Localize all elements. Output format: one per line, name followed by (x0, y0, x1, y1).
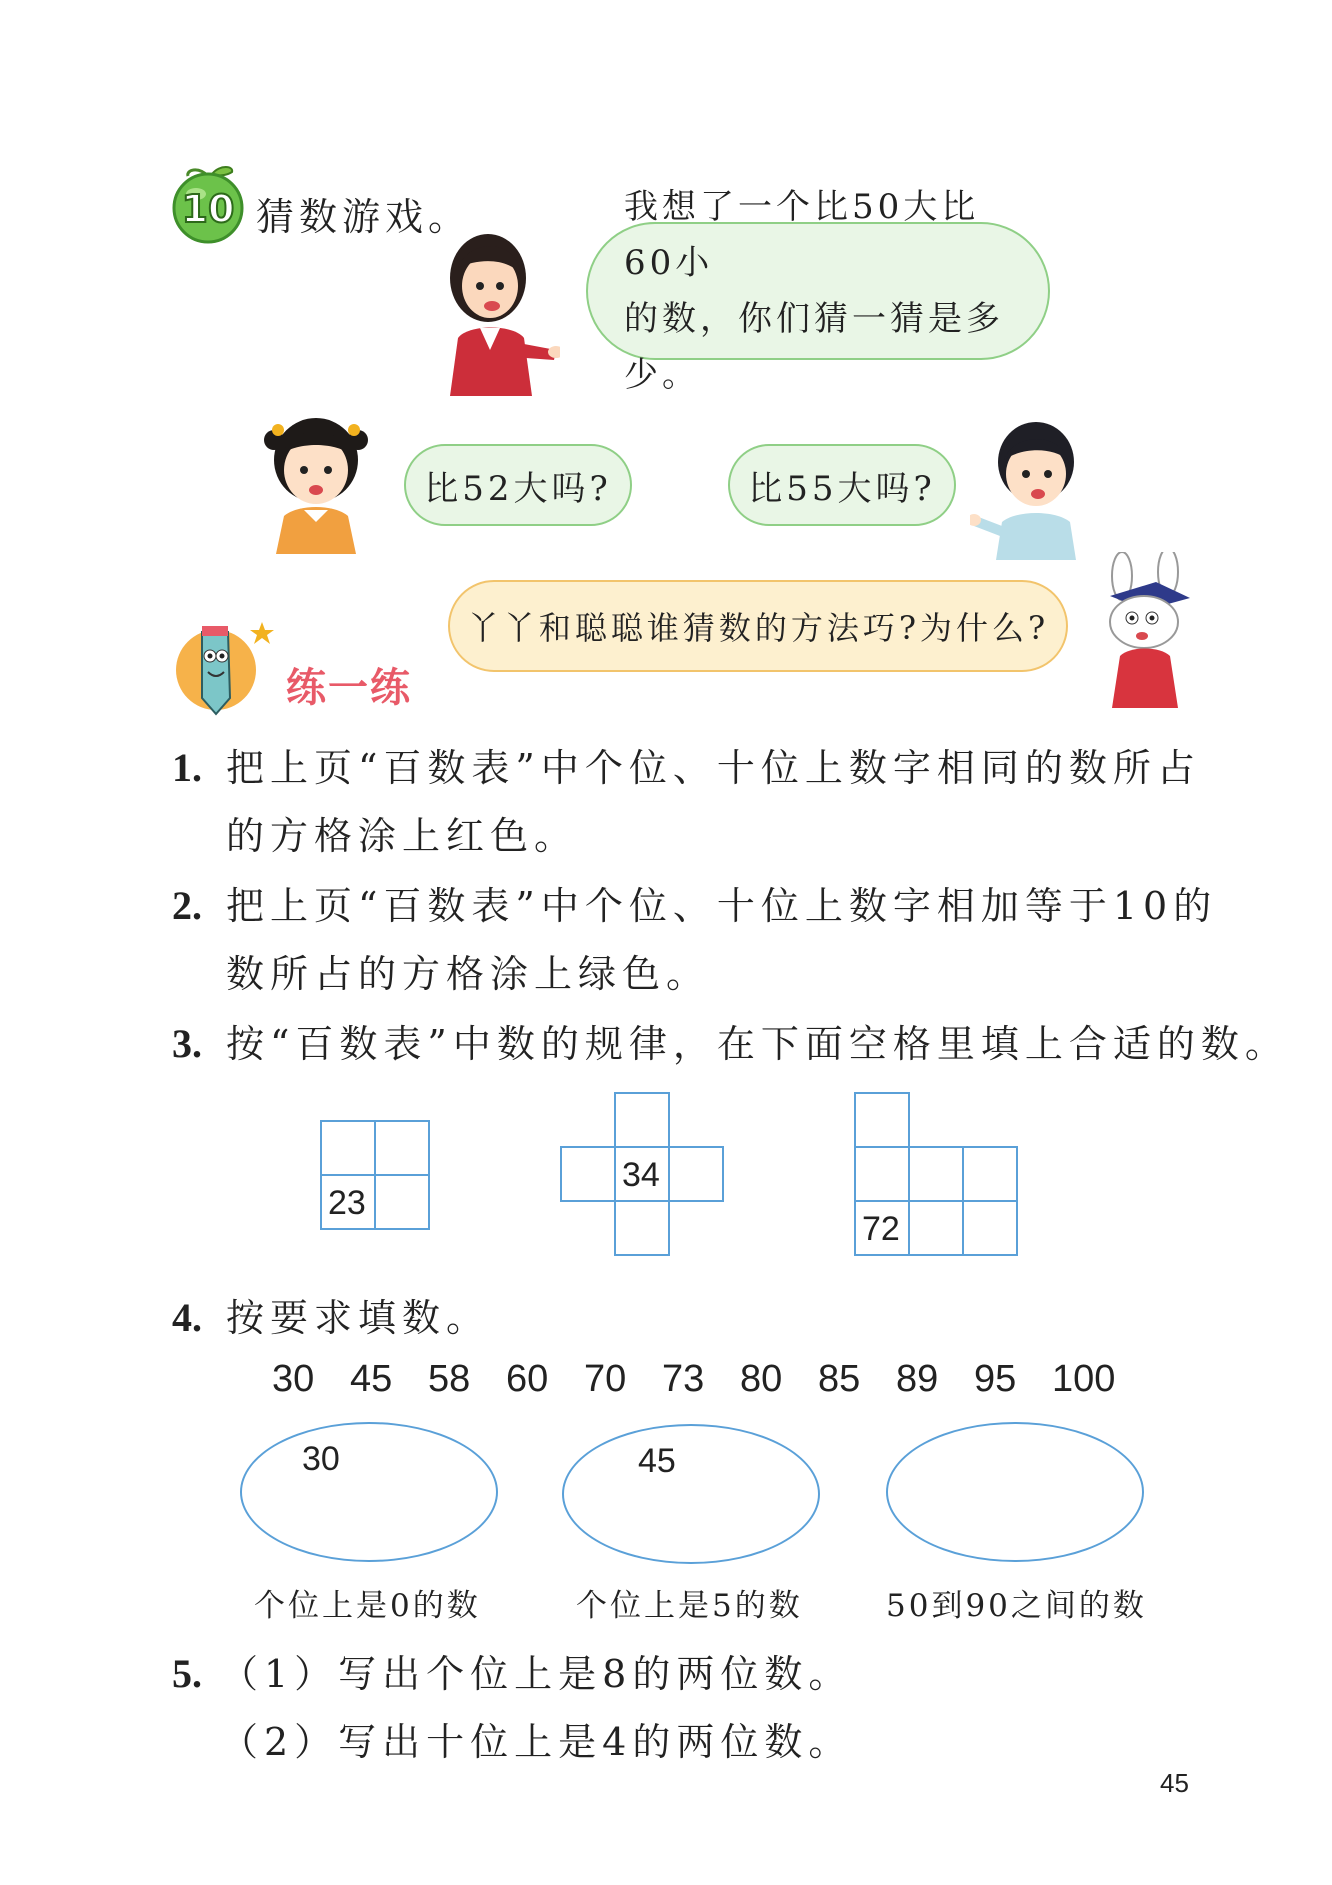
grid-cell[interactable] (374, 1120, 430, 1176)
number-list (272, 1358, 1130, 1401)
grid-cell (614, 1146, 670, 1202)
pencil-mascot-icon (172, 616, 282, 716)
rabbit-illustration (1086, 552, 1198, 708)
grid-cell-value: 34 (622, 1156, 660, 1194)
teacher-bubble-line1: 我想了一个比50大比60小 (624, 187, 980, 283)
grid-cell[interactable] (962, 1146, 1018, 1202)
grid-cell[interactable] (668, 1146, 724, 1202)
grid-cell-value: 72 (862, 1210, 900, 1248)
question-5-part1: （1）写出个位上是8的两位数。 (220, 1652, 853, 1696)
grid-cell[interactable] (614, 1092, 670, 1148)
number-item: 58 (428, 1358, 471, 1400)
question-4-number: 4. (172, 1295, 202, 1340)
grid-cell[interactable] (962, 1200, 1018, 1256)
badge-number: 10 (181, 187, 235, 231)
boy-bubble-text: 比55大吗? (748, 468, 936, 509)
number-item: 70 (584, 1358, 627, 1400)
grid-cell (854, 1200, 910, 1256)
number-item: 73 (662, 1358, 705, 1400)
ellipse-label: 个位上是5的数 (576, 1588, 803, 1624)
number-item: 80 (740, 1358, 783, 1400)
question-2-line2: 数所占的方格涂上绿色。 (226, 952, 711, 996)
practice-heading: 练一练 (286, 665, 412, 711)
girl-illustration (254, 404, 378, 554)
answer-ellipse-between-50-90[interactable] (886, 1422, 1144, 1562)
question-4-line1: 按要求填数。 (226, 1296, 491, 1340)
grid-cell[interactable] (614, 1200, 670, 1256)
answer-ellipse-ones-zero[interactable] (240, 1422, 498, 1562)
ellipse-filled-number: 30 (302, 1440, 340, 1478)
girl-speech-bubble (404, 444, 632, 526)
question-1-line2: 的方格涂上红色。 (226, 814, 579, 858)
grid-cell-value: 23 (328, 1184, 366, 1222)
question-5-number: 5. (172, 1651, 202, 1696)
number-item: 45 (350, 1358, 393, 1400)
question-1-number: 1. (172, 745, 202, 790)
grid-cell[interactable] (320, 1120, 376, 1176)
grid-cell[interactable] (854, 1092, 910, 1148)
answer-ellipse-ones-five[interactable] (562, 1424, 820, 1564)
teacher-illustration (428, 228, 560, 396)
teacher-speech-bubble (586, 187, 1050, 395)
grid-cell (320, 1174, 376, 1230)
number-item: 100 (1052, 1358, 1116, 1400)
grid-cell[interactable] (374, 1174, 430, 1230)
problem-title: 猜数游戏。 (256, 195, 472, 239)
question-3-line1: 按“百数表”中数的规律，在下面空格里填上合适的数。 (226, 1022, 1289, 1066)
ellipse-filled-number: 45 (638, 1442, 676, 1480)
page-number: 45 (1160, 1768, 1189, 1798)
question-5-part2: （2）写出十位上是4的两位数。 (220, 1720, 853, 1764)
number-item: 60 (506, 1358, 549, 1400)
ellipse-label: 个位上是0的数 (254, 1588, 481, 1624)
grid-cell[interactable] (854, 1146, 910, 1202)
number-item: 95 (974, 1358, 1017, 1400)
boy-illustration (970, 410, 1094, 560)
rabbit-speech-bubble (448, 580, 1068, 672)
grid-cell[interactable] (560, 1146, 616, 1202)
question-2-number: 2. (172, 883, 202, 928)
girl-bubble-text: 比52大吗? (424, 468, 612, 509)
ellipse-label: 50到90之间的数 (886, 1588, 1147, 1624)
apple-number-badge (168, 162, 248, 244)
teacher-bubble-line2: 的数，你们猜一猜是多少。 (624, 299, 1004, 395)
grid-cell[interactable] (908, 1200, 964, 1256)
boy-speech-bubble (728, 444, 956, 526)
question-2-line1: 把上页“百数表”中个位、十位上数字相加等于10的 (226, 884, 1218, 928)
rabbit-bubble-text: 丫丫和聪聪谁猜数的方法巧?为什么? (466, 609, 1050, 647)
number-item: 85 (818, 1358, 861, 1400)
grid-cell[interactable] (908, 1146, 964, 1202)
number-item: 30 (272, 1358, 315, 1400)
question-3-number: 3. (172, 1021, 202, 1066)
number-item: 89 (896, 1358, 939, 1400)
question-1-line1: 把上页“百数表”中个位、十位上数字相同的数所占 (226, 746, 1201, 790)
